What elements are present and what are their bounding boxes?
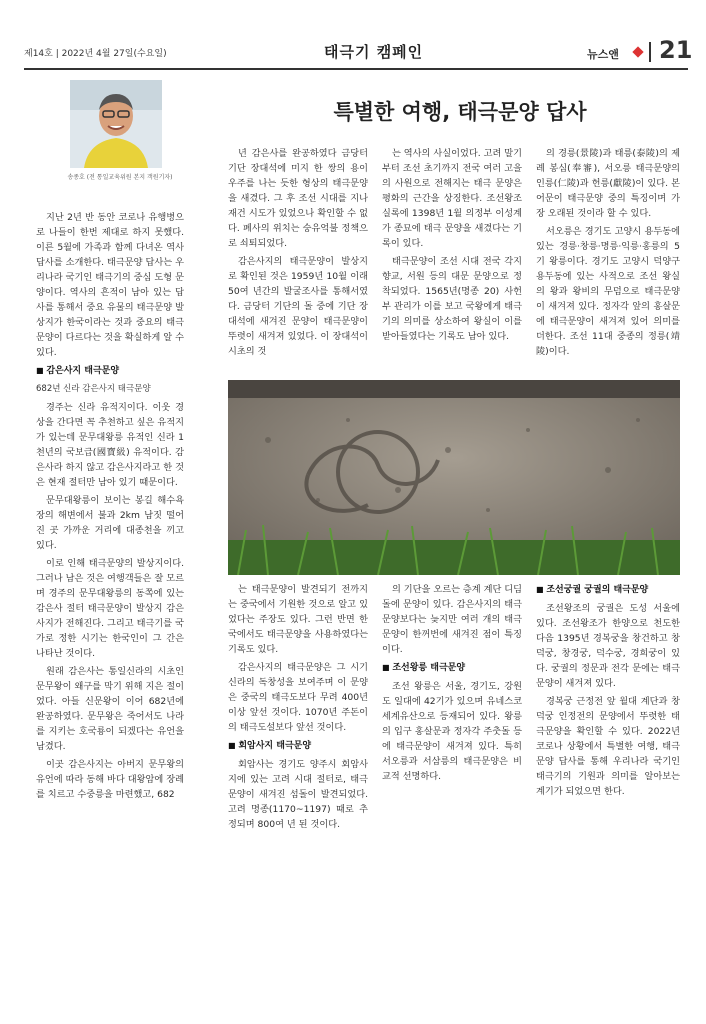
paragraph: 는 역사의 사실이었다. 고려 말기부터 조선 초기까지 전국 여러 고을의 사원으로 전해지는 태극 문양은 평화의 근간을 상징한다. 조선왕조실록에 1398년 1월 의정부 이성계가 종묘에 태극 문양을 새겼다는 기록이 있다.: [382, 148, 522, 249]
column-3-top: [382, 146, 522, 374]
paragraph: 이곳 감은사지는 아버지 문무왕의 유언에 따라 동해 바다 대왕암에 장례를 치르고 수중릉을 마련했고, 682: [36, 759, 184, 800]
column-4-top: [536, 146, 680, 374]
paragraph: 지난 2년 반 동안 코로나 유행병으로 나들이 한번 제대로 하지 못했다. 이른 5월에 가족과 함께 다녀온 역사 답사를 소개한다. 태극문양 답사는 우리나라 국기인 태극기의 중심 도형 문양이다. 역사의 흔적이 남아 있는 답사를 통해서 중요 유물의 태극문양 발상지가 한국이라는 것과 중요의 태극문양이 다르다는 것을 확실하게 알 수 있다.: [36, 212, 184, 358]
subheading-detail: 682년 신라 감은사지 태극문양: [36, 384, 151, 394]
paragraph: 조선왕조의 궁궐은 도성 서울에 있다. 조선왕조가 한양으로 천도한 다음 1395년 경복궁을 창건하고 창덕궁, 창경궁, 덕수궁, 경희궁이 있다. 궁궐의 정문과 전각 문에는 태극문양이 새겨져 있다.: [536, 603, 680, 689]
paragraph: 년 감은사를 완공하였다 금당터 기단 장대석에 미지 한 쌍의 용이 우주를 나는 듯한 형상의 태극문양을 새겼다. 그 후 조선 시대를 지나 재건 시도가 있었으나 확인할 수 없다. 폐사의 위치는 숭유억불 정책으로 쇠퇴되었다.: [228, 148, 368, 249]
taegeuk-stone-photo: [228, 380, 680, 575]
page-number: 21: [659, 36, 693, 64]
paragraph: 태극문양이 조선 시대 전국 각지 향교, 서원 등의 대문 문양으로 정착되었다. 1565년(명종 20) 사헌부 관리가 이를 보고 국왕에게 태극기의 의미를 상소하여 왕실이 이를 받아들였다는 기록도 남아 있다.: [382, 256, 522, 342]
publication-logo: 뉴스앤: [587, 48, 619, 61]
section-title: 태극기 캠페인: [324, 43, 424, 61]
paragraph: 의 경릉(景陵)과 태릉(泰陵)의 제례 봉심(奉審), 서오릉 태극문양의 인릉(仁陵)과 헌릉(獻陵)이 있다. 본어문이 태극문양 중의 특징이며 가장 오래된 것이라 할 수 있다.: [536, 148, 680, 219]
subheading: ■ 감은사지 태극문양: [36, 363, 184, 379]
paragraph: 조선 왕릉은 서울, 경기도, 강원도 일대에 42기가 있으며 유네스코 세계유산으로 등재되어 있다. 왕릉의 입구 홍살문과 정자각 주춧돌 등에 태극문양이 새겨져 있다. 특히 서오릉과 서삼릉의 태극문양은 비교적 선명하다.: [382, 681, 522, 782]
subheading: ■ 회암사지 태극문양: [228, 738, 368, 754]
author-caption: 송종호 (전 통일교육위원 본지 객원기자): [67, 174, 173, 181]
paragraph: 의 기단을 오르는 층계 계단 디딤돌에 문양이 있다. 감은사지의 태극문양보다는 늦지만 여러 개의 태극문양이 한꺼번에 새겨진 점이 특징이다.: [382, 584, 522, 655]
paragraph: 원래 감은사는 통일신라의 시초인 문무왕이 왜구를 막기 위해 지은 절이었다. 아들 신문왕이 이어 682년에 완공하였다. 문무왕은 죽어서도 나라를 지키는 호국룡이 되겠다는 유언을 남겼다.: [36, 666, 184, 752]
paragraph: 감은사지의 태극문양은 그 시기 신라의 독창성을 보여주며 이 문양은 중국의 태극도보다 무려 400년 이상 앞선 것이다. 1070년 주돈이의 태극도설보다 앞선 것이다.: [228, 662, 368, 733]
paragraph: 이로 인해 태극문양의 발상지이다. 그러나 남은 것은 여행객들은 잘 모르며 경주의 문무대왕릉의 동쪽에 있는 감은사 절터 태극문양이 발상지 감은사지가 전해진다. 그리고 태극기를 국가로 정한 시기는 한국인이 그 간은 나타난 것이다.: [36, 558, 184, 659]
paragraph: 문무대왕릉이 보이는 봉길 해수욕장의 해변에서 불과 2km 남짓 떨어진 곳 가까운 거리에 대종천을 끼고 있다.: [36, 495, 184, 551]
column-3-bottom: [382, 582, 522, 1002]
paragraph: 감은사지의 태극문양이 발상지로 확인된 것은 1959년 10월 이래 50여 년간의 발굴조사를 통해서였다. 금당터 기단의 돌 중에 기단 장대석에 새겨진 문양이 태극문양이 뚜렷이 새겨져 있었다. 이 장대석이 시초의 것: [228, 256, 368, 357]
paragraph: 는 태극문양이 발견되기 전까지는 중국에서 기원한 것으로 알고 있었다는 주장도 있다. 그런 반면 한국에서도 태극문양을 사용하였다는 기록도 있다.: [228, 584, 368, 655]
issue-info: 제14호 | 2022년 4월 27일(수요일): [24, 49, 167, 59]
author-photo: [70, 80, 162, 168]
paragraph: 회암사는 경기도 양주시 회암사지에 있는 고려 시대 절터로, 태극문양이 새겨진 섬돌이 발견되었다. 고려 명종(1170~1197) 때로 추정되며 800여 년 된 것이다.: [228, 759, 368, 830]
page-header: [24, 36, 693, 70]
column-1: [36, 210, 184, 1000]
subheading: ■ 조선왕릉 태극문양: [382, 660, 522, 676]
column-2-top: [228, 146, 368, 374]
article-title: 특별한 여행, 태극문양 답사: [333, 100, 587, 124]
subheading: ■ 조선궁궐 궁궐의 태극문양: [536, 582, 680, 598]
column-2-bottom: [228, 582, 368, 1002]
paragraph: 경주는 신라 유적지이다. 이웃 경상을 간다면 꼭 추천하고 싶은 유적지가 있는데 문무대왕릉 유적인 신라 1천년의 국보급(國寶級) 유적이다. 감은사라 하지 않고 감은사지라고 한 것은 현재 절터만 남아 있기 때문이다.: [36, 402, 184, 488]
paragraph: 경복궁 근정전 앞 월대 계단과 창덕궁 인정전의 문양에서 뚜렷한 태극문양을 확인할 수 있다. 2022년 코로나 상황에서 특별한 여행, 태극문양 답사를 통해 우리나라 국기인 태극기의 기원과 의미를 알아보는 계기가 되었으면 한다.: [536, 696, 680, 797]
paragraph: 서오릉은 경기도 고양시 용두동에 있는 경릉·창릉·명릉·익릉·홍릉의 5기 왕릉이다. 경기도 고양시 덕양구 용두동에 있는 사적으로 조선 왕실의 왕과 왕비의 무덤으로 태극문양이 새겨져 있다. 정자각 앞의 홍살문에 태극문양이 새겨져 있어 의미를 더한다. 조선 11대 중종의 정릉(靖陵)이다.: [536, 226, 680, 357]
logo-mark-icon: [632, 46, 643, 57]
header-divider: [649, 42, 651, 62]
column-4-bottom: [536, 582, 680, 1002]
